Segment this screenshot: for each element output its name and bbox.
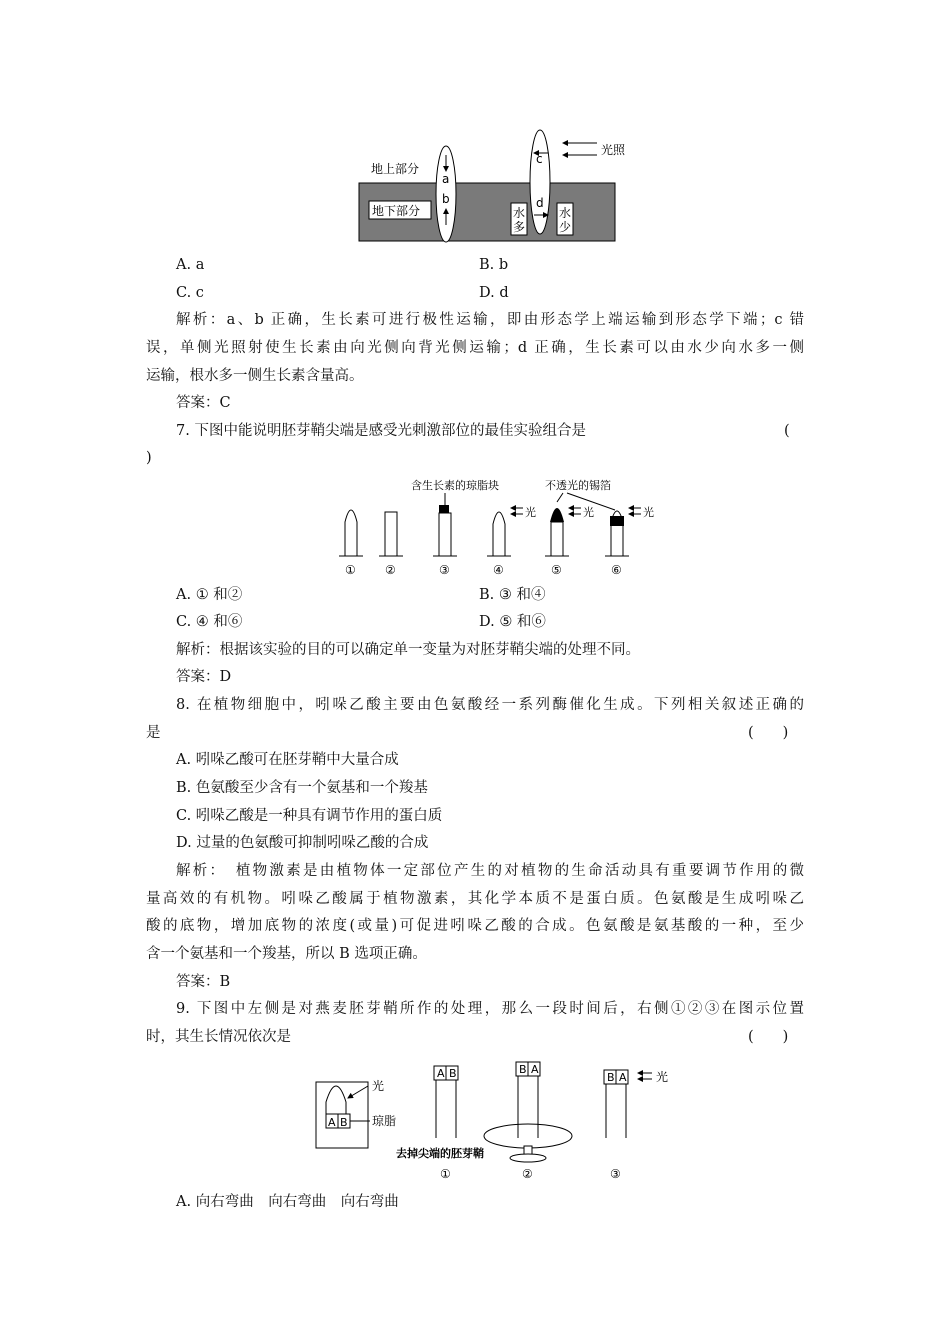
svg-text:②: ② <box>522 1167 533 1181</box>
q7-option-b: B. ③ 和④ <box>479 587 546 603</box>
svg-text:④: ④ <box>493 563 504 577</box>
q9-option-a: A. 向右弯曲 向右弯曲 向右弯曲 <box>176 1194 399 1210</box>
q8-option-d: D. 过量的色氨酸可抑制吲哚乙酸的合成 <box>176 835 429 851</box>
q8-answer: 答案：B <box>176 974 231 990</box>
q9-paren: ( ) <box>748 1029 789 1045</box>
q8-analysis-line-1: 解析： 植物激素是由植物体一定部位产生的对植物的生命活动具有重要调节作用的微 <box>176 863 804 879</box>
svg-text:光: 光 <box>643 506 654 519</box>
svg-text:水: 水 <box>559 206 572 220</box>
svg-text:③: ③ <box>610 1167 621 1181</box>
coleoptile-3 <box>439 513 451 556</box>
svg-text:③: ③ <box>439 563 450 577</box>
svg-text:少: 少 <box>559 220 572 234</box>
agar-block <box>439 505 449 513</box>
q6-analysis-line-3: 运输，根水多一侧生长素含量高。 <box>146 368 364 384</box>
q9-stem-line-2: 时，其生长情况依次是 <box>146 1029 291 1045</box>
q8-analysis-line-4: 含一个氨基和一个羧基，所以 B 选项正确。 <box>146 946 427 962</box>
foil-band <box>610 516 624 526</box>
agar-label: 含生长素的琼脂块 <box>411 479 499 492</box>
light-label: 光照 <box>601 143 626 157</box>
q8-paren: ( ) <box>748 725 789 741</box>
q6-option-c: C. c <box>176 285 204 301</box>
below-ground-label: 地下部分 <box>372 204 421 218</box>
svg-text:A: A <box>328 1116 336 1129</box>
q7-paren-close: ) <box>146 450 152 466</box>
q9-stem-line-1: 9. 下图中左侧是对燕麦胚芽鞘所作的处理，那么一段时间后，右侧①②③在图示位置 <box>176 1001 804 1017</box>
coleoptile-5 <box>551 522 563 556</box>
q8-stem-line-2: 是 <box>146 725 161 741</box>
svg-text:光: 光 <box>583 506 594 519</box>
svg-text:B: B <box>607 1071 615 1084</box>
q8-option-b: B. 色氨酸至少含有一个氨基和一个羧基 <box>176 780 428 796</box>
q6-analysis-line-2: 误，单侧光照射使生长素由向光侧向背光侧运输；d 正确，生长素可以由水少向水多一侧 <box>146 340 804 356</box>
above-ground-label: 地上部分 <box>371 162 420 176</box>
q7-answer: 答案：D <box>176 669 232 685</box>
svg-text:B: B <box>449 1067 457 1080</box>
q6-option-b: B. b <box>479 257 509 273</box>
q8-option-c: C. 吲哚乙酸是一种具有调节作用的蛋白质 <box>176 808 443 824</box>
q7-stem: 7. 下图中能说明胚芽鞘尖端是感受光刺激部位的最佳实验组合是 <box>176 423 586 439</box>
q9-figure <box>310 1058 690 1184</box>
coleoptile-4 <box>493 512 505 556</box>
label-b: b <box>442 192 450 206</box>
q6-figure <box>355 125 645 245</box>
svg-text:①: ① <box>345 563 356 577</box>
coleoptile-1 <box>345 510 357 556</box>
q6-analysis-line-1: 解析：a、b 正确，生长素可进行极性运输，即由形态学上端运输到形态学下端；c 错 <box>176 312 804 328</box>
svg-text:水: 水 <box>513 206 526 220</box>
q7-paren-open: ( <box>784 423 790 439</box>
light-label-left: 光 <box>372 1079 385 1093</box>
q6-option-a: A. a <box>176 257 205 273</box>
foil-cap <box>550 508 564 522</box>
svg-text:B: B <box>519 1063 527 1076</box>
svg-text:A: A <box>437 1067 445 1080</box>
q7-analysis: 解析：根据该实验的目的可以确定单一变量为对胚芽鞘尖端的处理不同。 <box>176 642 640 658</box>
cut-caption: 去掉尖端的胚芽鞘 <box>396 1147 484 1160</box>
coleoptile-2 <box>385 512 397 556</box>
seedling-right <box>530 130 550 234</box>
svg-text:A: A <box>619 1071 627 1084</box>
q8-analysis-line-2: 量高效的有机物。吲哚乙酸属于植物激素，其化学本质不是蛋白质。色氨酸是生成吲哚乙 <box>146 891 804 907</box>
svg-text:②: ② <box>385 563 396 577</box>
q6-option-d: D. d <box>479 285 509 301</box>
svg-text:⑤: ⑤ <box>551 563 562 577</box>
q8-analysis-line-3: 酸的底物，增加底物的浓度(或量)可促进吲哚乙酸的合成。色氨酸是氨基酸的一种，至少 <box>146 918 804 934</box>
label-a: a <box>442 172 450 186</box>
turntable <box>484 1124 572 1148</box>
svg-text:①: ① <box>440 1167 451 1181</box>
q7-option-c: C. ④ 和⑥ <box>176 614 243 630</box>
svg-text:多: 多 <box>513 220 526 234</box>
q8-option-a: A. 吲哚乙酸可在胚芽鞘中大量合成 <box>176 752 399 768</box>
q6-answer: 答案：C <box>176 395 231 411</box>
svg-text:⑥: ⑥ <box>611 563 622 577</box>
label-c: c <box>536 152 543 166</box>
q8-stem-line-1: 8. 在植物细胞中，吲哚乙酸主要由色氨酸经一系列酶催化生成。下列相关叙述正确的 <box>176 697 804 713</box>
q7-option-a: A. ① 和② <box>176 587 243 603</box>
agar-label: 琼脂 <box>372 1114 397 1128</box>
foil-label: 不透光的锡箔 <box>545 479 611 492</box>
svg-text:B: B <box>340 1116 348 1129</box>
svg-text:光: 光 <box>525 506 536 519</box>
q7-option-d: D. ⑤ 和⑥ <box>479 614 546 630</box>
q7-figure <box>335 472 655 578</box>
light-label-right: 光 <box>656 1070 669 1084</box>
svg-text:A: A <box>531 1063 539 1076</box>
label-d: d <box>536 196 544 210</box>
